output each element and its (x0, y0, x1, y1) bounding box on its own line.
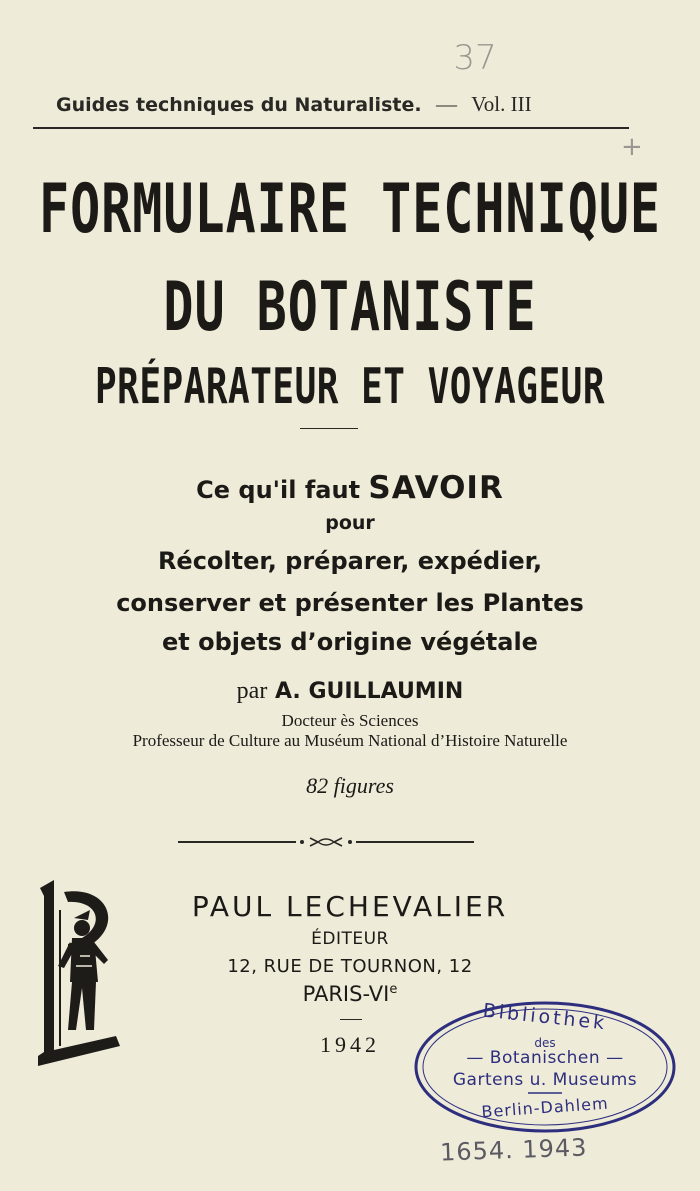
author-position: Professeur de Culture au Muséum National d’Histoire Naturelle (132, 731, 568, 750)
stamp-line-3: — Botanischen — (466, 1048, 624, 1068)
author-name: A. GUILLAUMIN (275, 679, 464, 704)
publisher-name: PAUL LECHEVALIER (191, 890, 509, 923)
library-stamp (410, 996, 680, 1138)
subtitle-line-2: conserver et présenter les Plantes (116, 589, 584, 617)
year-dash (340, 1019, 362, 1020)
ornament-divider (178, 834, 474, 850)
subtitle-line-3: et objets d’origine végétale (162, 628, 538, 656)
title-divider (300, 428, 358, 429)
subtitle-emphasis: SAVOIR (368, 470, 504, 506)
subtitle-pour: pour (325, 512, 375, 534)
stamp-line-4: Gartens u. Museums (452, 1070, 638, 1090)
subtitle-know (0, 470, 700, 506)
series-title: Guides techniques du Naturaliste. (56, 94, 422, 116)
figures-count: 82 figures (306, 773, 394, 798)
header-rule (33, 127, 629, 129)
stamp-line-5: Berlin-Dahlem (480, 1093, 610, 1122)
author-line (0, 678, 700, 705)
author-degree: Docteur ès Sciences (281, 711, 419, 730)
subtitle-intro: Ce qu'il faut (196, 476, 361, 504)
pencil-plus-mark: + (621, 132, 643, 162)
author-par: par (236, 678, 268, 704)
series-volume: Vol. III (471, 92, 532, 116)
title-line-1: FORMULAIRE TECHNIQUE (38, 170, 662, 249)
accession-number: 1654. 1943 (439, 1133, 588, 1167)
publication-year: 1942 (320, 1032, 380, 1057)
series-header (56, 92, 616, 117)
publisher-address: 12, RUE DE TOURNON, 12 (227, 956, 473, 977)
publisher-logo-icon (24, 870, 128, 1080)
series-dash: — (435, 92, 457, 116)
publisher-city-name: PARIS-VI (302, 982, 390, 1006)
title-line-2: DU BOTANISTE (163, 268, 537, 347)
pencil-shelf-number: 37 (453, 38, 497, 78)
title-line-3: PRÉPARATEUR ET VOYAGEUR (95, 360, 605, 416)
stamp-line-1: Bibliothek (481, 999, 609, 1035)
subtitle-line-1: Récolter, préparer, expédier, (157, 547, 543, 575)
stamp-line-2: des (534, 1036, 556, 1050)
publisher-role: ÉDITEUR (311, 929, 389, 949)
publisher-city-suffix: e (389, 982, 398, 997)
